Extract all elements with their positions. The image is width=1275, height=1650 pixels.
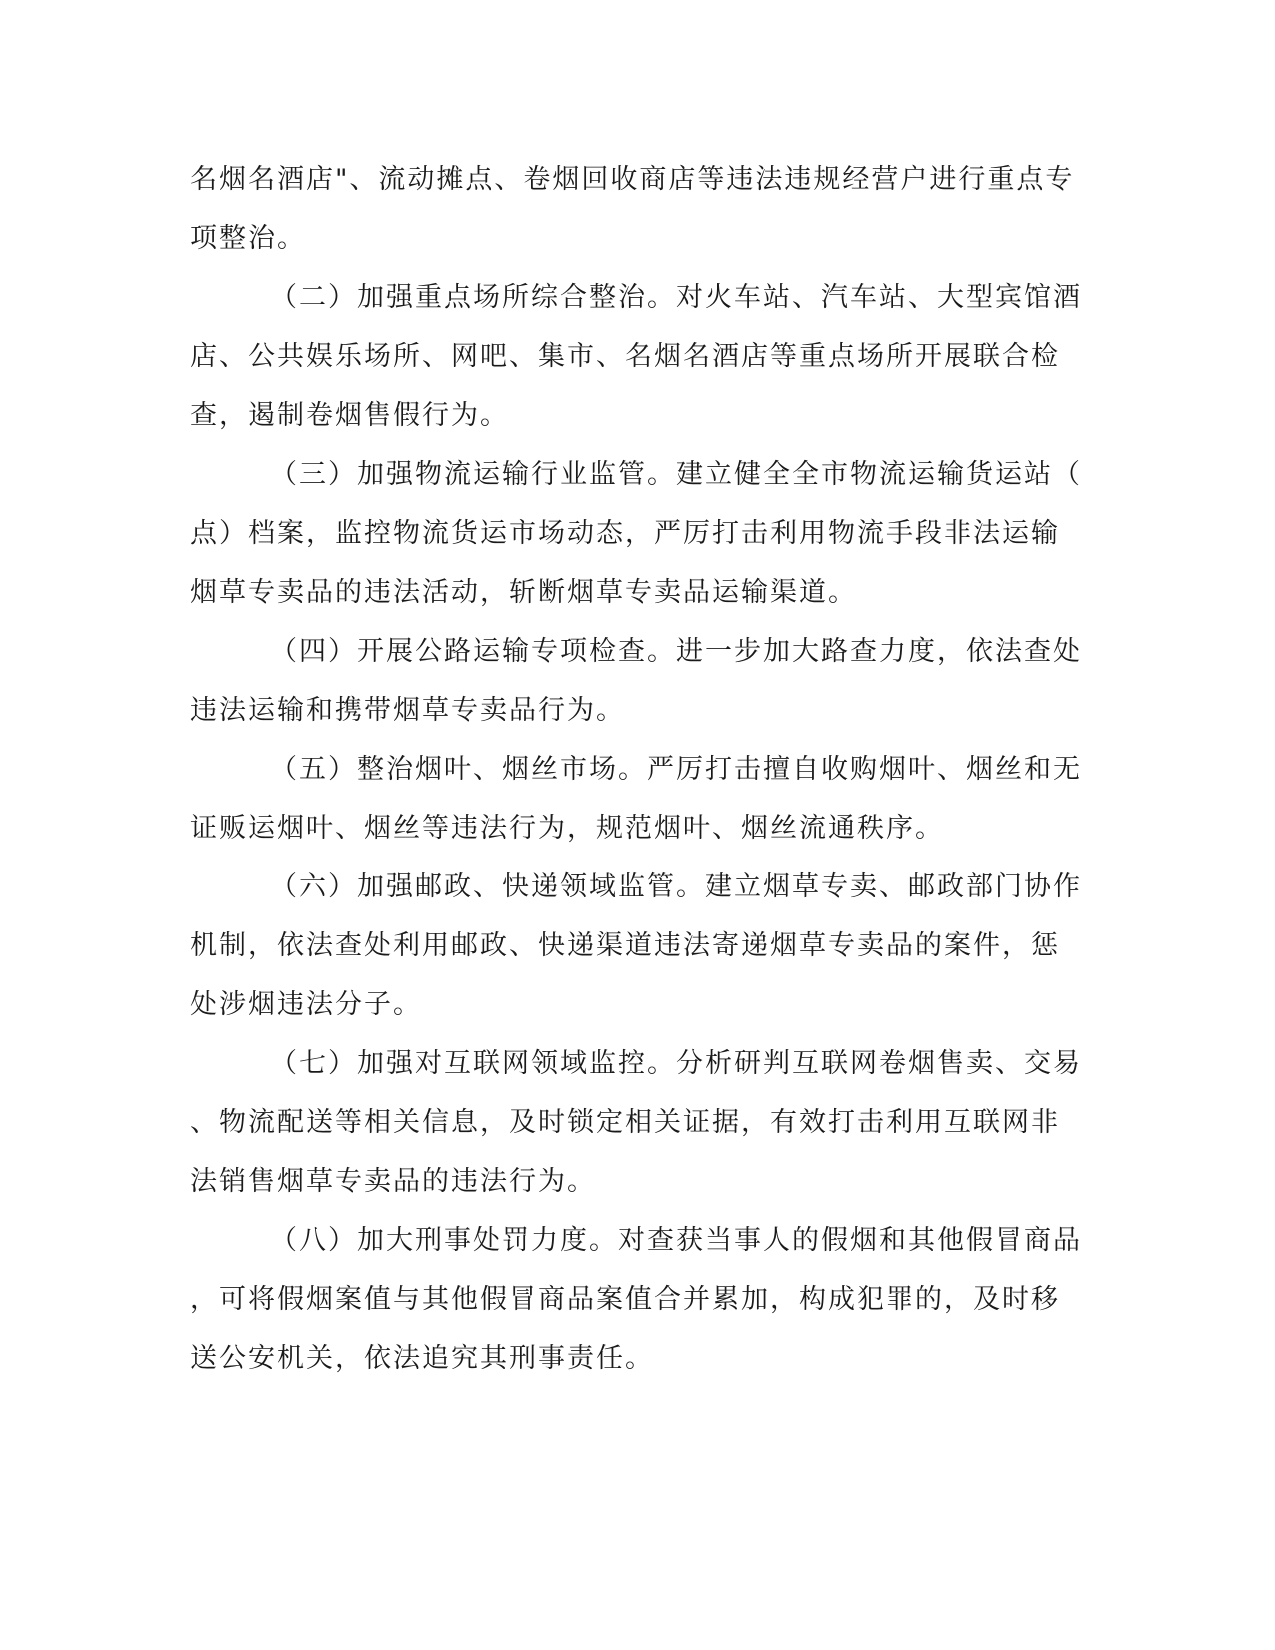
text-line: 点）档案，监控物流货运市场动态，严厉打击利用物流手段非法运输 (190, 518, 1060, 549)
paragraph-heading-line: （二）加强重点场所综合整治。对火车站、汽车站、大型宾馆酒 (270, 282, 1082, 313)
paragraph-heading-line: （八）加大刑事处罚力度。对查获当事人的假烟和其他假冒商品 (270, 1225, 1082, 1256)
text-line: 、物流配送等相关信息，及时锁定相关证据，有效打击利用互联网非 (190, 1107, 1060, 1138)
paragraph-heading-line: （四）开展公路运输专项检查。进一步加大路查力度，依法查处 (270, 636, 1082, 667)
text-line: 名烟名酒店"、流动摊点、卷烟回收商店等违法违规经营户进行重点专 (190, 164, 1075, 195)
paragraph-heading-line: （七）加强对互联网领域监控。分析研判互联网卷烟售卖、交易 (270, 1048, 1082, 1079)
text-line: 法销售烟草专卖品的违法行为。 (190, 1166, 596, 1197)
paragraph-heading-line: （六）加强邮政、快递领域监管。建立烟草专卖、邮政部门协作 (270, 871, 1082, 902)
text-line: 违法运输和携带烟草专卖品行为。 (190, 695, 625, 726)
text-line: 处涉烟违法分子。 (190, 989, 422, 1020)
text-line: 烟草专卖品的违法活动，斩断烟草专卖品运输渠道。 (190, 577, 857, 608)
text-line: 查，遏制卷烟售假行为。 (190, 400, 509, 431)
paragraph-heading-line: （三）加强物流运输行业监管。建立健全全市物流运输货运站（ (270, 459, 1082, 490)
text-line: 证贩运烟叶、烟丝等违法行为，规范烟叶、烟丝流通秩序。 (190, 813, 944, 844)
text-line: 机制，依法查处利用邮政、快递渠道违法寄递烟草专卖品的案件，惩 (190, 930, 1060, 961)
text-line: 店、公共娱乐场所、网吧、集市、名烟名酒店等重点场所开展联合检 (190, 341, 1060, 372)
text-line: ，可将假烟案值与其他假冒商品案值合并累加，构成犯罪的，及时移 (190, 1284, 1060, 1315)
text-line: 送公安机关，依法追究其刑事责任。 (190, 1343, 654, 1374)
paragraph-heading-line: （五）整治烟叶、烟丝市场。严厉打击擅自收购烟叶、烟丝和无 (270, 754, 1082, 785)
text-line: 项整治。 (190, 223, 306, 254)
